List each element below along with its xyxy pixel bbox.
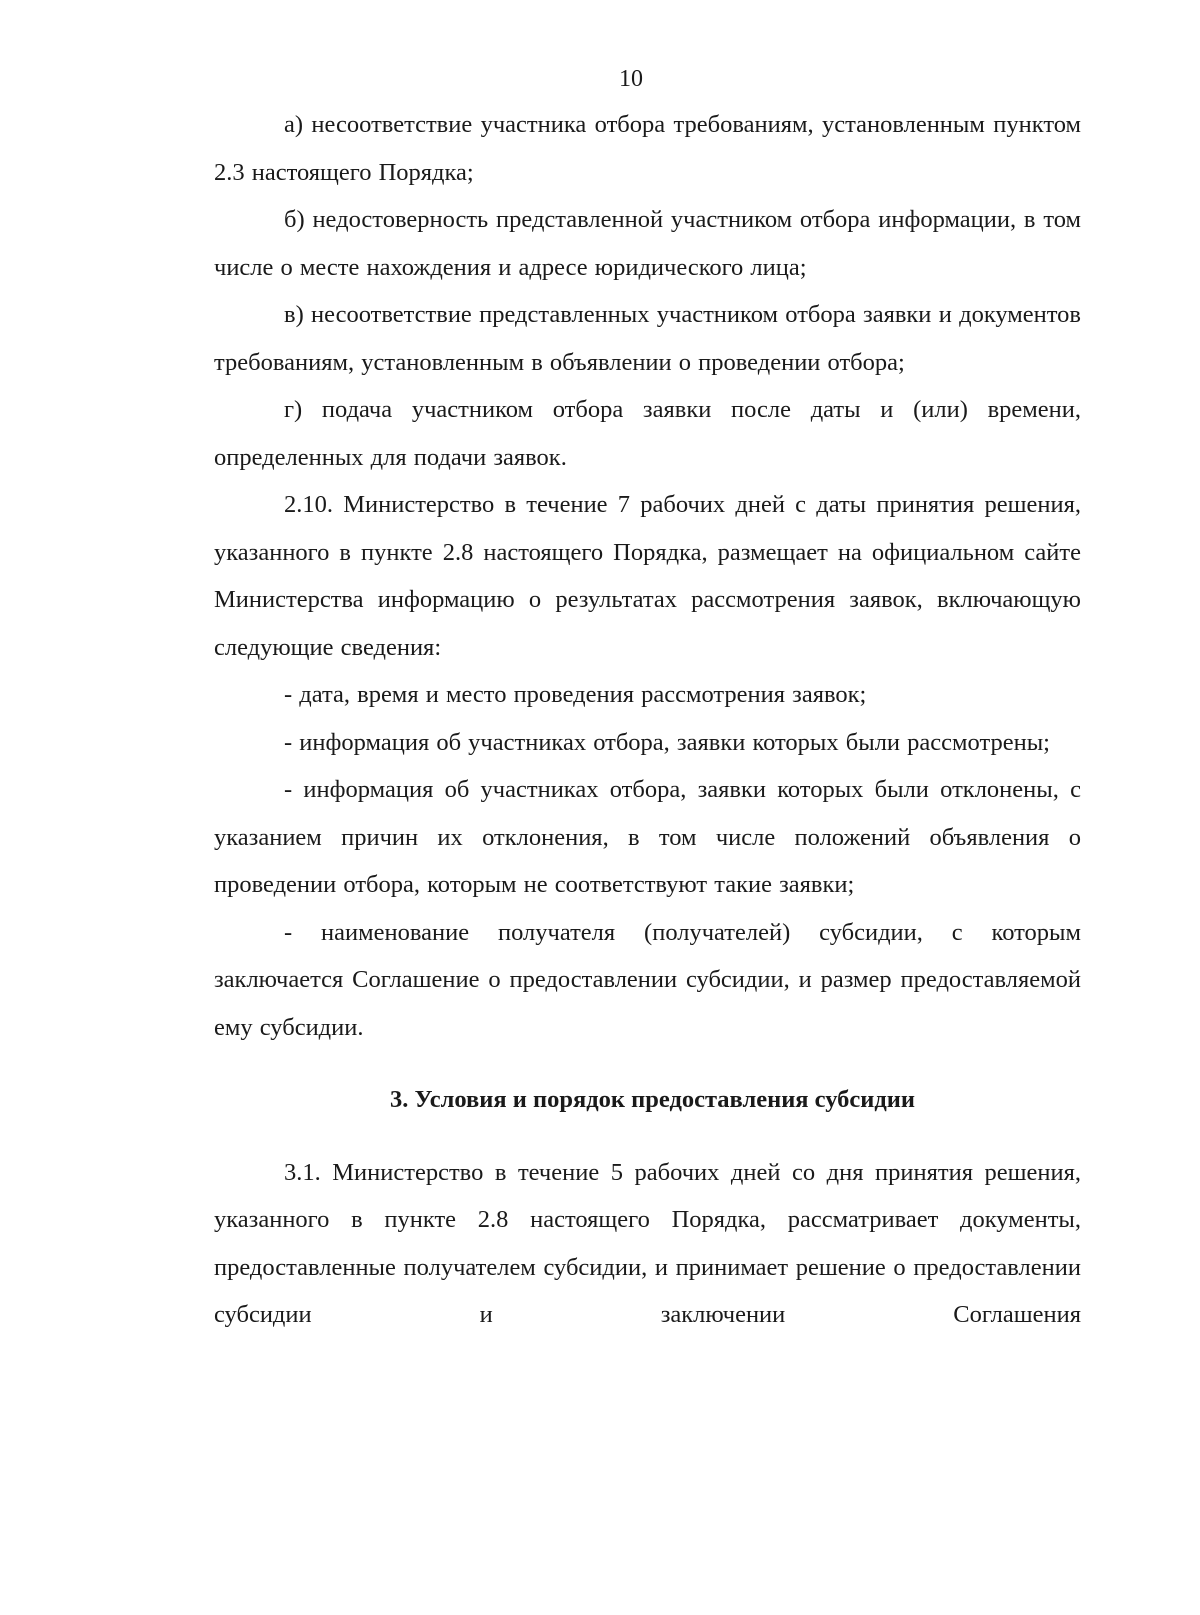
list-item-recipient-name: - наименование получателя (получателей) субсидии, с которым заключается Соглашение о предоставлении субсидии, и размер предоставляемой ему субсидии. (214, 918, 1081, 1041)
paragraph-item-a: а) несоответствие участника отбора требованиям, установленным пунктом 2.3 настоящего Порядка; (214, 111, 1081, 186)
document-body (214, 101, 1081, 1339)
paragraph-item-v: в) несоответствие представленных участником отбора заявки и документов требованиям, установленным в объявлении о проведении отбора; (214, 301, 1081, 376)
section-heading: 3. Условия и порядок предоставления субсидии (389, 1086, 916, 1113)
paragraph-item-b: б) недостоверность представленной участником отбора информации, в том числе о месте нахождения и адресе юридического лица; (214, 206, 1081, 281)
paragraph-2-10: 2.10. Министерство в течение 7 рабочих дней с даты принятия решения, указанного в пункте 2.8 настоящего Порядка, размещает на официальном сайте Министерства информацию о результатах рассмотрения заявок, включающую следующие сведения: (214, 491, 1081, 661)
paragraph-item-g: г) подача участником отбора заявки после даты и (или) времени, определенных для подачи заявок. (214, 396, 1081, 471)
list-item-rejected-participants: - информация об участниках отбора, заявки которых были отклонены, с указанием причин их отклонения, в том числе положений объявления о проведении отбора, которым не соответствуют такие заявки; (214, 776, 1081, 898)
page-number: 10 (619, 66, 643, 92)
list-item-date-time-place: - дата, время и место проведения рассмотрения заявок; (284, 681, 867, 708)
list-item-reviewed-participants: - информация об участниках отбора, заявки которых были рассмотрены; (284, 728, 1050, 756)
paragraph-3-1: 3.1. Министерство в течение 5 рабочих дней со дня принятия решения, указанного в пункте 2.8 настоящего Порядка, рассматривает документы, предоставленные получателем субсидии, и принимает решение о предоставлении субсидии и заключении Соглашения (214, 1158, 1081, 1328)
